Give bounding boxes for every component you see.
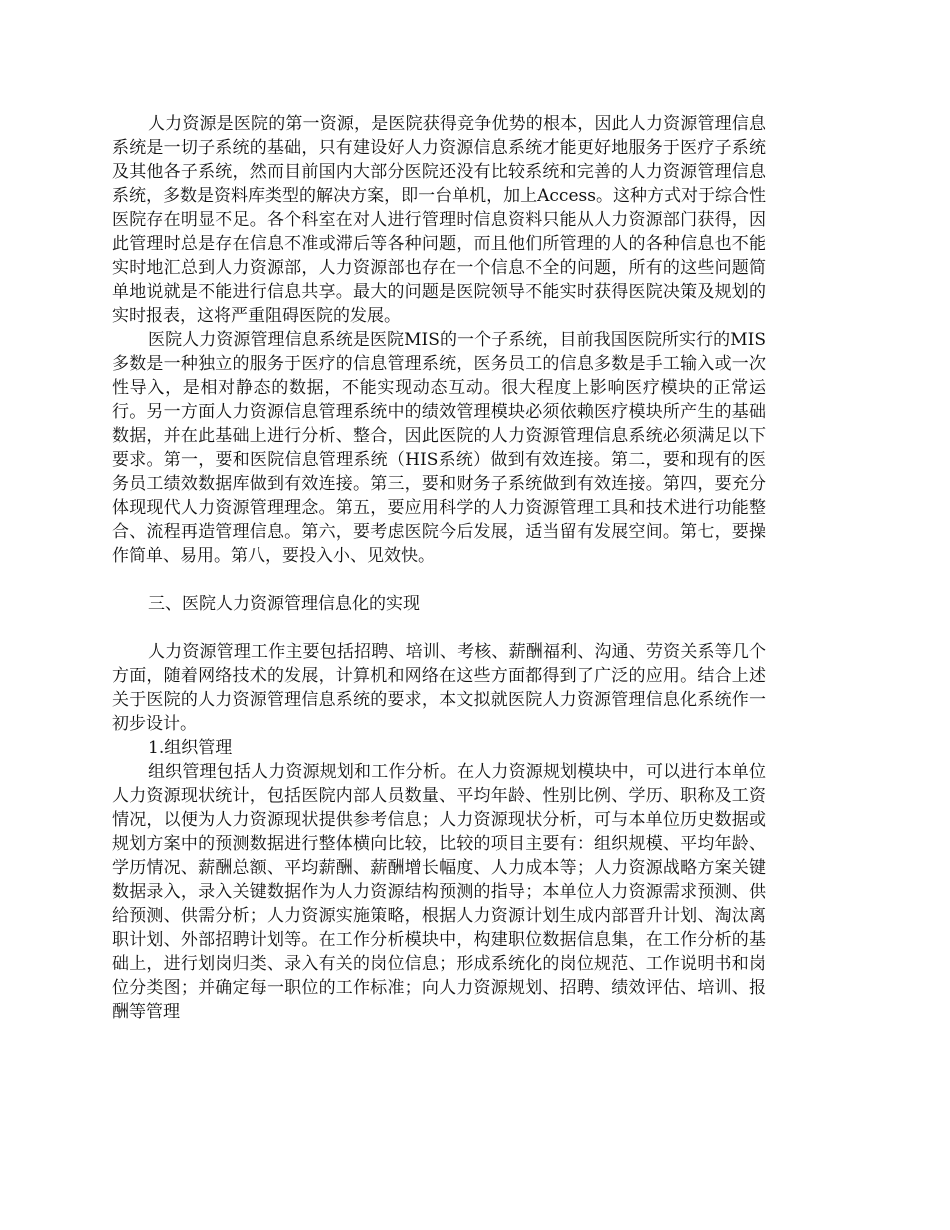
- section-heading: 三、医院人力资源管理信息化的实现: [148, 594, 420, 614]
- document-page: [112, 112, 766, 1024]
- paragraph-intro-2: 医院人力资源管理信息系统是医院MIS的一个子系统，目前我国医院所实行的MIS多数是一种独立的服务于医疗的信息管理系统，医务员工的信息多数是手工输入或一次性导入，是相对静态的数据，不能实现动态互动。很大程度上影响医疗模块的正常运行。另一方面人力资源信息管理系统中的绩效管理模块必须依赖医疗模块所产生的基础数据，并在此基础上进行分析、整合，因此医院的人力资源管理信息系统必须满足以下要求。第一，要和医院信息管理系统（HIS系统）做到有效连接。第二，要和现有的医务员工绩效数据库做到有效连接。第三，要和财务子系统做到有效连接。第四，要充分体现现代人力资源管理理念。第五，要应用科学的人力资源管理工具和技术进行功能整合、流程再造管理信息。第六，要考虑医院今后发展，适当留有发展空间。第七，要操作简单、易用。第八，要投入小、见效快。: [112, 330, 766, 566]
- paragraph-section-intro: 人力资源管理工作主要包括招聘、培训、考核、薪酬福利、沟通、劳资关系等几个方面，随着网络技术的发展，计算机和网络在这些方面都得到了广泛的应用。结合上述关于医院的人力资源管理信息系统的要求，本文拟就医院人力资源管理信息化系统作一初步设计。: [112, 642, 766, 734]
- paragraph-subsection-body: 组织管理包括人力资源规划和工作分析。在人力资源规划模块中，可以进行本单位人力资源现状统计，包括医院内部人员数量、平均年龄、性别比例、学历、职称及工资情况，以便为人力资源现状提供参考信息；人力资源现状分析，可与本单位历史数据或规划方案中的预测数据进行整体横向比较，比较的项目主要有：组织规模、平均年龄、学历情况、薪酬总额、平均薪酬、薪酬增长幅度、人力成本等；人力资源战略方案关键数据录入，录入关键数据作为人力资源结构预测的指导；本单位人力资源需求预测、供给预测、供需分析；人力资源实施策略，根据人力资源计划生成内部晋升计划、淘汰离职计划、外部招聘计划等。在工作分析模块中，构建职位数据信息集，在工作分析的基础上，进行划岗归类、录入有关的岗位信息；形成系统化的岗位规范、工作说明书和岗位分类图；并确定每一职位的工作标准；向人力资源规划、招聘、绩效评估、培训、报酬等管理: [112, 762, 766, 1022]
- paragraph-intro-1: 人力资源是医院的第一资源，是医院获得竞争优势的根本，因此人力资源管理信息系统是一切子系统的基础，只有建设好人力资源信息系统才能更好地服务于医疗子系统及其他各子系统，然而目前国内大部分医院还没有比较系统和完善的人力资源管理信息系统，多数是资料库类型的解决方案，即一台单机，加上Access。这种方式对于综合性医院存在明显不足。各个科室在对人进行管理时信息资料只能从人力资源部门获得，因此管理时总是存在信息不准或滞后等各种问题，而且他们所管理的人的各种信息也不能实时地汇总到人力资源部，人力资源部也存在一个信息不全的问题，所有的这些问题简单地说就是不能进行信息共享。最大的问题是医院领导不能实时获得医院决策及规划的实时报表，这将严重阻碍医院的发展。: [112, 114, 766, 326]
- subsection-heading: 1.组织管理: [148, 738, 233, 758]
